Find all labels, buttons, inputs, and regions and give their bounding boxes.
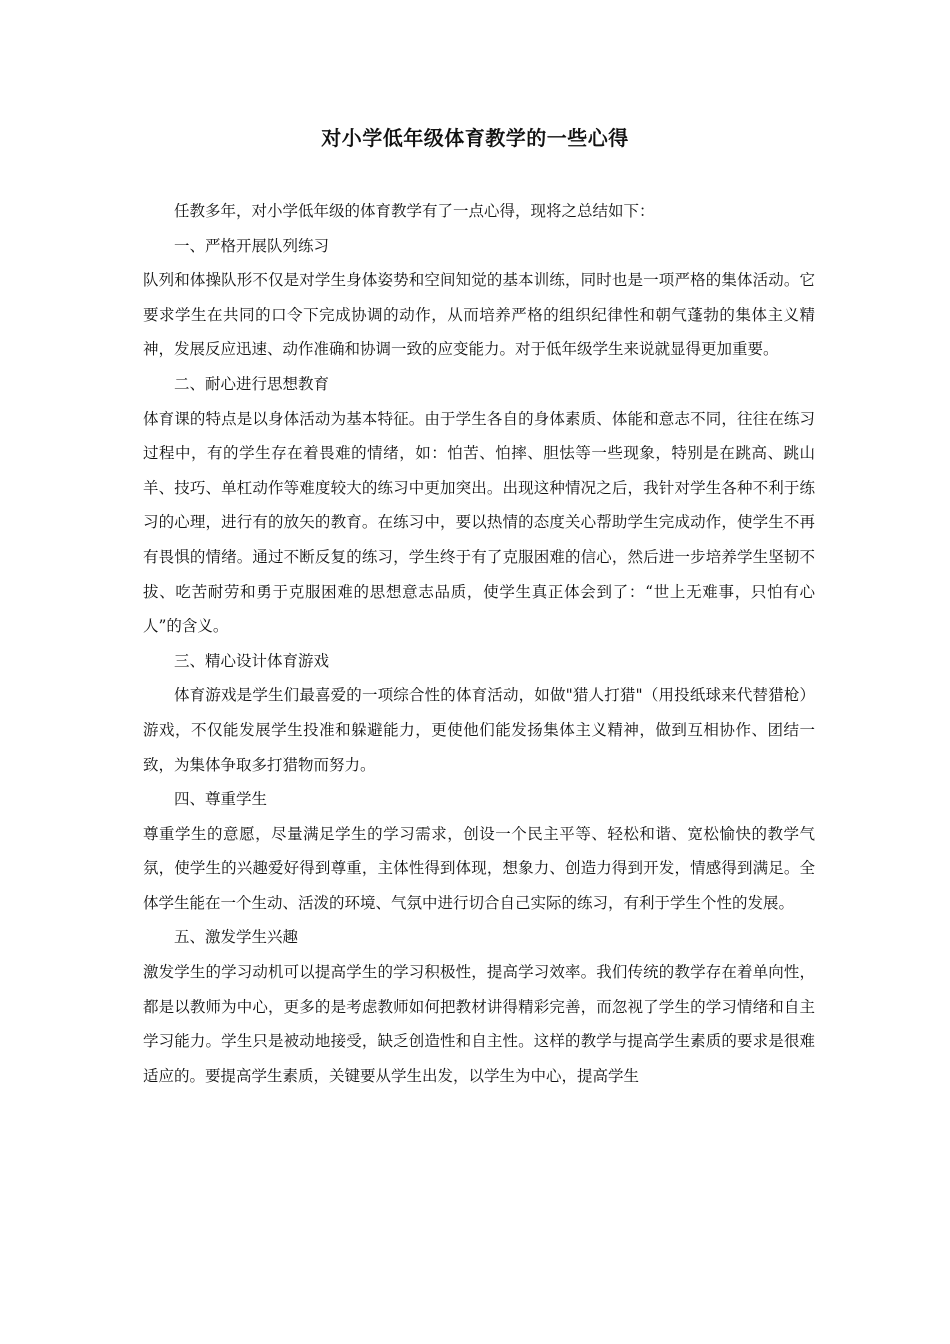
section-heading-2: 二、耐心进行思想教育 — [174, 374, 330, 393]
section-heading-5: 五、激发学生兴趣 — [174, 928, 299, 947]
section-heading-4: 四、尊重学生 — [174, 790, 268, 809]
section-heading-1: 一、严格开展队列练习 — [174, 236, 330, 255]
section-4-paragraph: 尊重学生的意愿，尽量满足学生的学习需求，创设一个民主平等、轻松和谐、宽松愉快的教学气氛，使学生的兴趣爱好得到尊重，主体性得到体现，想象力、创造力得到开发，情感得到满足。全体学生能在一个生动、活泼的环境、气氛中进行切合自己实际的练习，有利于学生个性的发展。 — [143, 824, 815, 912]
section-3-paragraph: 体育游戏是学生们最喜爱的一项综合性的体育活动，如做"猎人打猎"（用投纸球来代替猎枪）游戏，不仅能发展学生投准和躲避能力，更使他们能发扬集体主义精神，做到互相协作、团结一致，为集体争取多打猎物而努力。 — [143, 686, 815, 774]
section-5-paragraph: 激发学生的学习动机可以提高学生的学习积极性，提高学习效率。我们传统的教学存在着单向性，都是以教师为中心，更多的是考虑教师如何把教材讲得精彩完善，而忽视了学生的学习情绪和自主学习能力。学生只是被动地接受，缺乏创造性和自主性。这样的教学与提高学生素质的要求是很难适应的。要提高学生素质，关键要从学生出发，以学生为中心，提高学生 — [143, 963, 815, 1085]
section-1-paragraph: 队列和体操队形不仅是对学生身体姿势和空间知觉的基本训练，同时也是一项严格的集体活动。它要求学生在共同的口令下完成协调的动作，从而培养严格的组织纪律性和朝气蓬勃的集体主义精神，发展反应迅速、动作准确和协调一致的应变能力。对于低年级学生来说就显得更加重要。 — [143, 271, 815, 359]
intro-paragraph: 任教多年，对小学低年级的体育教学有了一点心得，现将之总结如下： — [174, 202, 655, 220]
document-title: 对小学低年级体育教学的一些心得 — [321, 126, 629, 150]
section-2-paragraph: 体育课的特点是以身体活动为基本特征。由于学生各自的身体素质、体能和意志不同，往往在练习过程中，有的学生存在着畏难的情绪，如：怕苦、怕摔、胆怯等一些现象，特别是在跳高、跳山羊、技巧、单杠动作等难度较大的练习中更加突出。出现这种情况之后，我针对学生各种不利于练习的心理，进行有的放矢的教育。在练习中，要以热情的态度关心帮助学生完成动作，使学生不再有畏惧的情绪。通过不断反复的练习，学生终于有了克服困难的信心，然后进一步培养学生坚韧不拔、吃苦耐劳和勇于克服困难的思想意志品质，使学生真正体会到了：“世上无难事，只怕有心人”的含义。 — [143, 409, 815, 636]
section-heading-3: 三、精心设计体育游戏 — [174, 651, 330, 670]
document-body — [143, 194, 815, 1093]
